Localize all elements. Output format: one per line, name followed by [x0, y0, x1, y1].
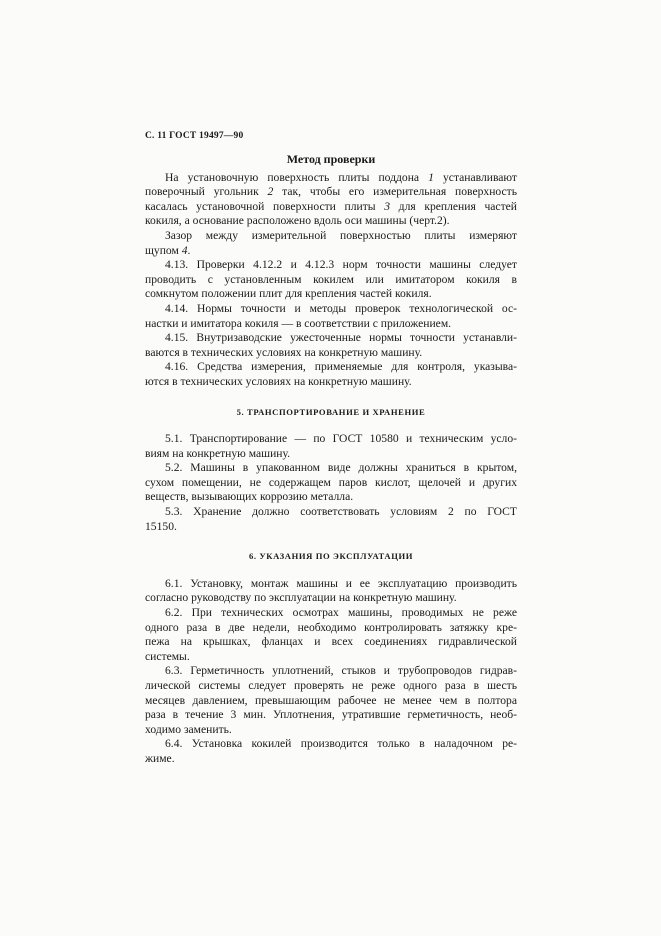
document-body — [145, 152, 517, 767]
text-line: 5.1. Транспортирование — по ГОСТ 10580 и техническим усло- — [165, 432, 517, 446]
text-line: одного раза в две недели, необходимо контролировать затяжку кре- — [145, 620, 517, 634]
paragraph — [145, 664, 517, 737]
text-line: системы. — [145, 649, 190, 663]
text-line: 5.3. Хранение должно соответствовать условиям 2 по ГОСТ — [165, 505, 517, 519]
text-line: 5.2. Машины в упакованном виде должны храниться в крытом, — [165, 461, 517, 475]
method-title: Метод проверки — [286, 152, 376, 166]
text-line: касалась установочной поверхности плиты 3 для крепления частей — [145, 199, 517, 213]
page-header: С. 11 ГОСТ 19497—90 — [145, 131, 244, 141]
section-6-text — [145, 577, 517, 767]
text-line: 6.3. Герметичность уплотнений, стыков и трубопроводов гидрав- — [165, 664, 517, 678]
text-line: веществ, вызывающих коррозию металла. — [145, 490, 354, 504]
text-line: 6.4. Установка кокилей производится только в наладочном ре- — [165, 737, 517, 751]
text-line: 15150. — [145, 519, 177, 533]
text-line: 4.13. Проверки 4.12.2 и 4.12.3 норм точности машины следует — [165, 258, 517, 272]
text-line: кокиля, а основание расположено вдоль оси машины (черт.2). — [145, 214, 450, 228]
text-line: пежа на крышках, фланцах и всех соединениях гидравлической — [145, 635, 517, 649]
paragraph — [145, 432, 517, 461]
paragraph — [145, 360, 517, 389]
paragraph — [145, 229, 517, 258]
text-line: 6.2. При технических осмотрах машины, проводимых не реже — [165, 606, 517, 620]
text-line: жиме. — [145, 751, 175, 765]
paragraph — [145, 505, 517, 534]
section-5-heading: 5. ТРАНСПОРТИРОВАНИЕ И ХРАНЕНИЕ — [236, 406, 426, 417]
text-line: 6.1. Установку, монтаж машины и ее эксплуатацию производить — [165, 576, 517, 590]
paragraph — [145, 258, 517, 302]
text-line: поверочный угольник 2 так, чтобы его измерительная поверхность — [145, 185, 517, 199]
text-line: виям на конкретную машину. — [145, 446, 291, 460]
paragraph — [145, 302, 517, 331]
paragraph — [145, 606, 517, 664]
paragraph — [145, 577, 517, 606]
paragraph — [145, 171, 517, 229]
text-line: лической системы следует проверять не реже одного раза в шесть — [145, 679, 517, 692]
text-line: месяцев давлением, превышающим рабочее не менее чем в полтора — [145, 693, 517, 707]
section-4-text — [145, 171, 517, 390]
text-line: сухом помещении, не содержащем паров кислот, щелочей и других — [145, 475, 517, 489]
text-line: 4.14. Нормы точности и методы проверок технологической ос- — [165, 301, 517, 315]
text-line: щупом 4. — [145, 243, 191, 257]
section-5-text — [145, 432, 517, 534]
text-line: согласно руководству по эксплуатации на конкретную машину. — [145, 591, 457, 605]
paragraph — [145, 737, 517, 766]
text-line: проводить с установленным кокилем или имитатором кокиля в — [145, 272, 517, 286]
text-line: 4.16. Средства измерения, применяемые для контроля, указыва- — [165, 360, 517, 374]
text-line: Зазор между измерительной поверхностью плиты измеряют — [165, 228, 517, 242]
text-line: сомкнутом положении плит для крепления частей кокиля. — [145, 287, 432, 301]
text-line: настки и имитатора кокиля — в соответствии с приложением. — [145, 316, 452, 330]
text-line: ходимо заменить. — [145, 722, 232, 736]
section-6-heading: 6. УКАЗАНИЯ ПО ЭКСПЛУАТАЦИИ — [248, 551, 414, 562]
text-line: На установочную поверхность плиты поддона 1 устанавливают — [165, 170, 517, 184]
text-line: 4.15. Внутризаводские ужесточенные нормы точности устанавли- — [165, 331, 517, 345]
paragraph — [145, 461, 517, 505]
text-line: раза в течение 3 мин. Уплотнения, утратившие герметичность, необ- — [145, 708, 517, 722]
text-line: ются в технических условиях на конкретную машину. — [145, 374, 412, 388]
text-line: ваются в технических условиях на конкретную машину. — [145, 345, 423, 359]
paragraph — [145, 331, 517, 360]
